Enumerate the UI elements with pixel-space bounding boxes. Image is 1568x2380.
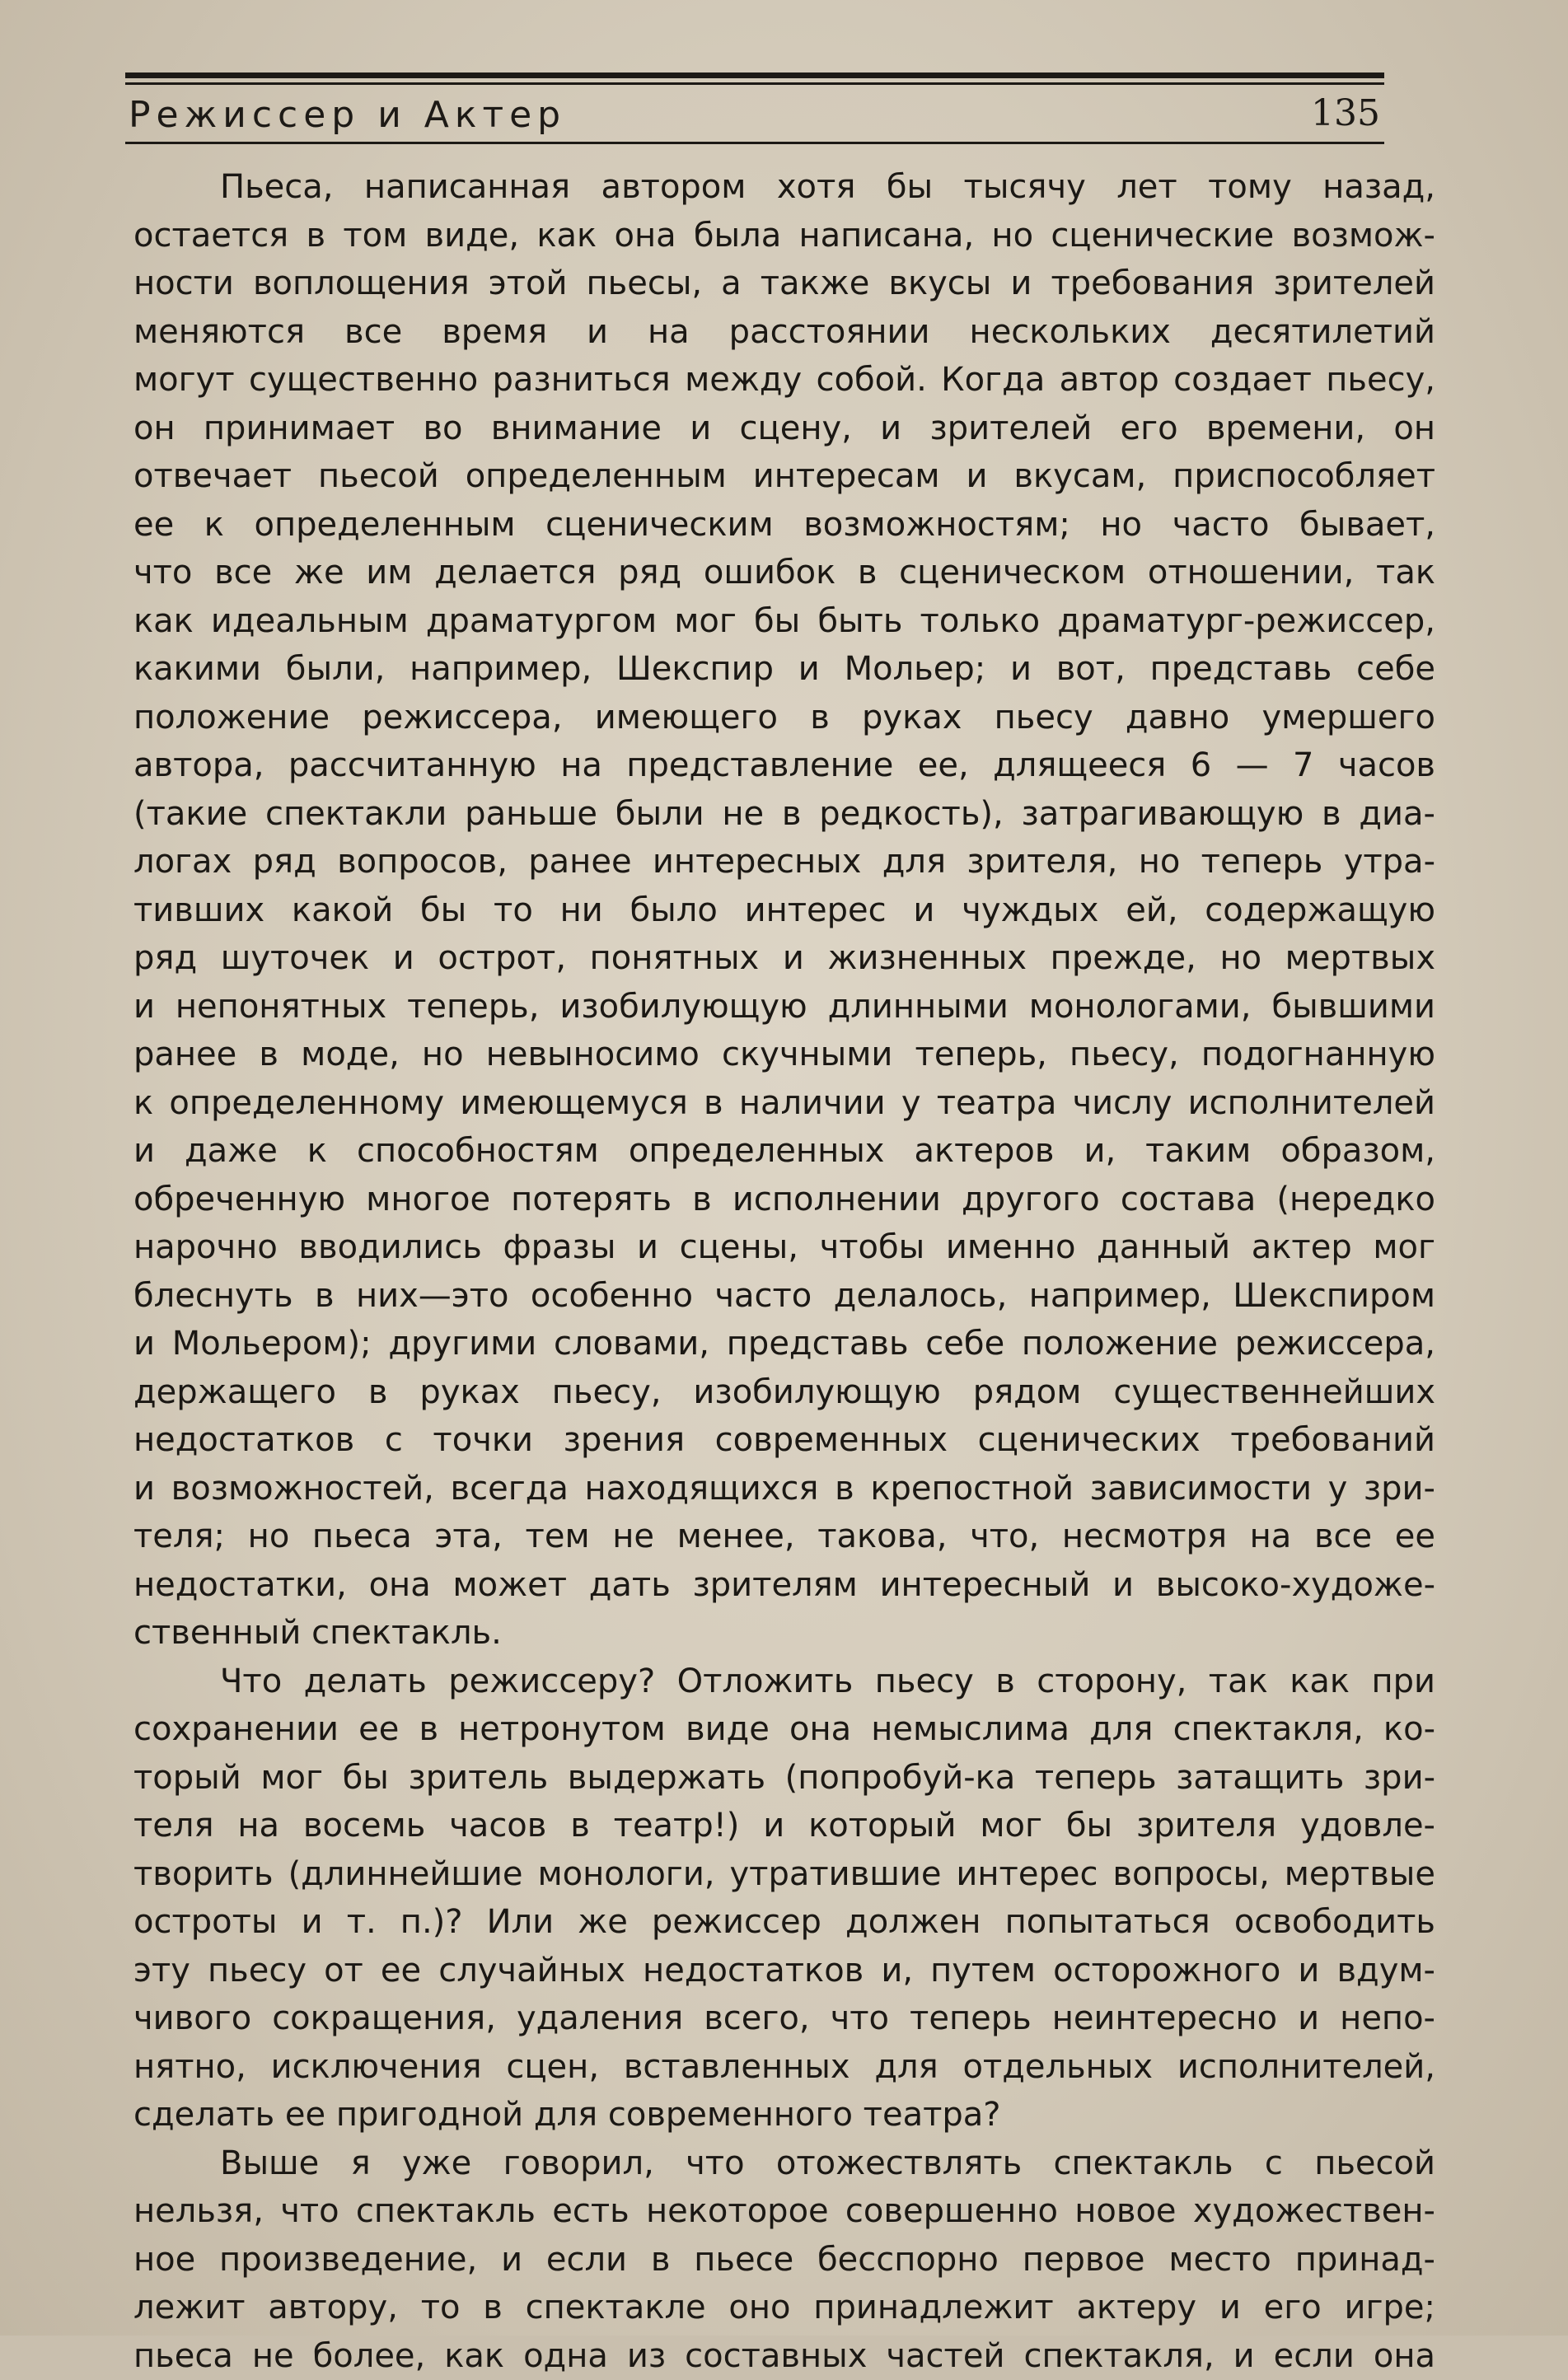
text-line: тивших какой бы то ни было интерес и чуждых ей, содержащую — [133, 886, 1435, 935]
text-line: отвечает пьесой определенным интересам и вкусам, приспособляет — [133, 452, 1435, 501]
text-line: обреченную многое потерять в исполнении другого состава (нередко — [133, 1176, 1435, 1224]
text-line: логах ряд вопросов, ранее интересных для зрителя, но теперь утра- — [133, 838, 1435, 886]
text-line: остроты и т. п.)? Или же режиссер должен попытаться освободить — [133, 1898, 1435, 1947]
text-line: держащего в руках пьесу, изобилующую рядом существеннейших — [133, 1368, 1435, 1417]
text-line: ее к определенным сценическим возможностям; но часто бывает, — [133, 501, 1435, 549]
text-line: торый мог бы зритель выдержать (попробуй-ка теперь затащить зри- — [133, 1754, 1435, 1803]
text-line: нельзя, что спектакль есть некоторое совершенно новое художествен- — [133, 2187, 1435, 2236]
text-line: теля; но пьеса эта, тем не менее, такова, что, несмотря на все ее — [133, 1513, 1435, 1561]
text-line: лежит автору, то в спектакле оно принадлежит актеру и его игре; — [133, 2284, 1435, 2332]
header-rule-thin — [125, 82, 1384, 85]
text-line: и даже к способностям определенных актеров и, таким образом, — [133, 1127, 1435, 1176]
text-line: остается в том виде, как она была написана, но сценические возмож- — [133, 212, 1435, 260]
text-line: положение режиссера, имеющего в руках пьесу давно умершего — [133, 694, 1435, 742]
header-rule-bottom — [125, 142, 1384, 144]
text-line: Выше я уже говорил, что отожествлять спектакль с пьесой — [133, 2139, 1435, 2188]
text-line: нарочно вводились фразы и сцены, чтобы именно данный актер мог — [133, 1223, 1435, 1272]
running-title: Режиссер и Актер — [129, 92, 566, 138]
text-line: он принимает во внимание и сцену, и зрителей его времени, он — [133, 404, 1435, 453]
page-number: 135 — [1261, 91, 1380, 137]
header-rule-thick — [125, 72, 1384, 78]
text-line: как идеальным драматургом мог бы быть только драматург-режиссер, — [133, 597, 1435, 646]
text-line: сохранении ее в нетронутом виде она немыслима для спектакля, ко- — [133, 1705, 1435, 1754]
text-line: чивого сокращения, удаления всего, что теперь неинтересно и непо- — [133, 1994, 1435, 2043]
text-line: нятно, исключения сцен, вставленных для отдельных исполнителей, — [133, 2043, 1435, 2092]
text-line: Пьеса, написанная автором хотя бы тысячу лет тому назад, — [133, 163, 1435, 212]
text-line: (такие спектакли раньше были не в редкость), затрагивающую в диа- — [133, 790, 1435, 839]
text-line: и возможностей, всегда находящихся в крепостной зависимости у зри- — [133, 1465, 1435, 1513]
text-line: сделать ее пригодной для современного театра? — [133, 2091, 1435, 2139]
text-line: меняются все время и на расстоянии нескольких десятилетий — [133, 308, 1435, 357]
body-text — [133, 163, 1435, 2380]
text-line: недостатки, она может дать зрителям интересный и высоко-художе- — [133, 1561, 1435, 1610]
text-line: автора, рассчитанную на представление ее, длящееся 6 — 7 часов — [133, 741, 1435, 790]
text-line: что все же им делается ряд ошибок в сценическом отношении, так — [133, 549, 1435, 597]
text-line: могут существенно разниться между собой. Когда автор создает пьесу, — [133, 356, 1435, 404]
text-line: ственный спектакль. — [133, 1609, 1435, 1658]
text-line: пьеса не более, как одна из составных частей спектакля, и если она — [133, 2332, 1435, 2380]
text-line: эту пьесу от ее случайных недостатков и, путем осторожного и вдум- — [133, 1947, 1435, 1995]
text-line: какими были, например, Шекспир и Мольер; и вот, представь себе — [133, 645, 1435, 694]
text-line: ности воплощения этой пьесы, а также вкусы и требования зрителей — [133, 260, 1435, 308]
text-line: и непонятных теперь, изобилующую длинными монологами, бывшими — [133, 983, 1435, 1031]
text-line: ранее в моде, но невыносимо скучными теперь, пьесу, подогнанную — [133, 1031, 1435, 1079]
text-line: недостатков с точки зрения современных сценических требований — [133, 1416, 1435, 1465]
text-line: творить (длиннейшие монологи, утратившие интерес вопросы, мертвые — [133, 1850, 1435, 1899]
text-line: ное произведение, и если в пьесе бесспорно первое место принад- — [133, 2236, 1435, 2284]
text-line: ряд шуточек и острот, понятных и жизненных прежде, но мертвых — [133, 934, 1435, 983]
text-line: блеснуть в них—это особенно часто делалось, например, Шекспиром — [133, 1272, 1435, 1321]
text-line: к определенному имеющемуся в наличии у театра числу исполнителей — [133, 1079, 1435, 1128]
text-line: и Мольером); другими словами, представь себе положение режиссера, — [133, 1320, 1435, 1368]
text-line: теля на восемь часов в театр!) и который мог бы зрителя удовле- — [133, 1802, 1435, 1850]
text-line: Что делать режиссеру? Отложить пьесу в сторону, так как при — [133, 1658, 1435, 1706]
